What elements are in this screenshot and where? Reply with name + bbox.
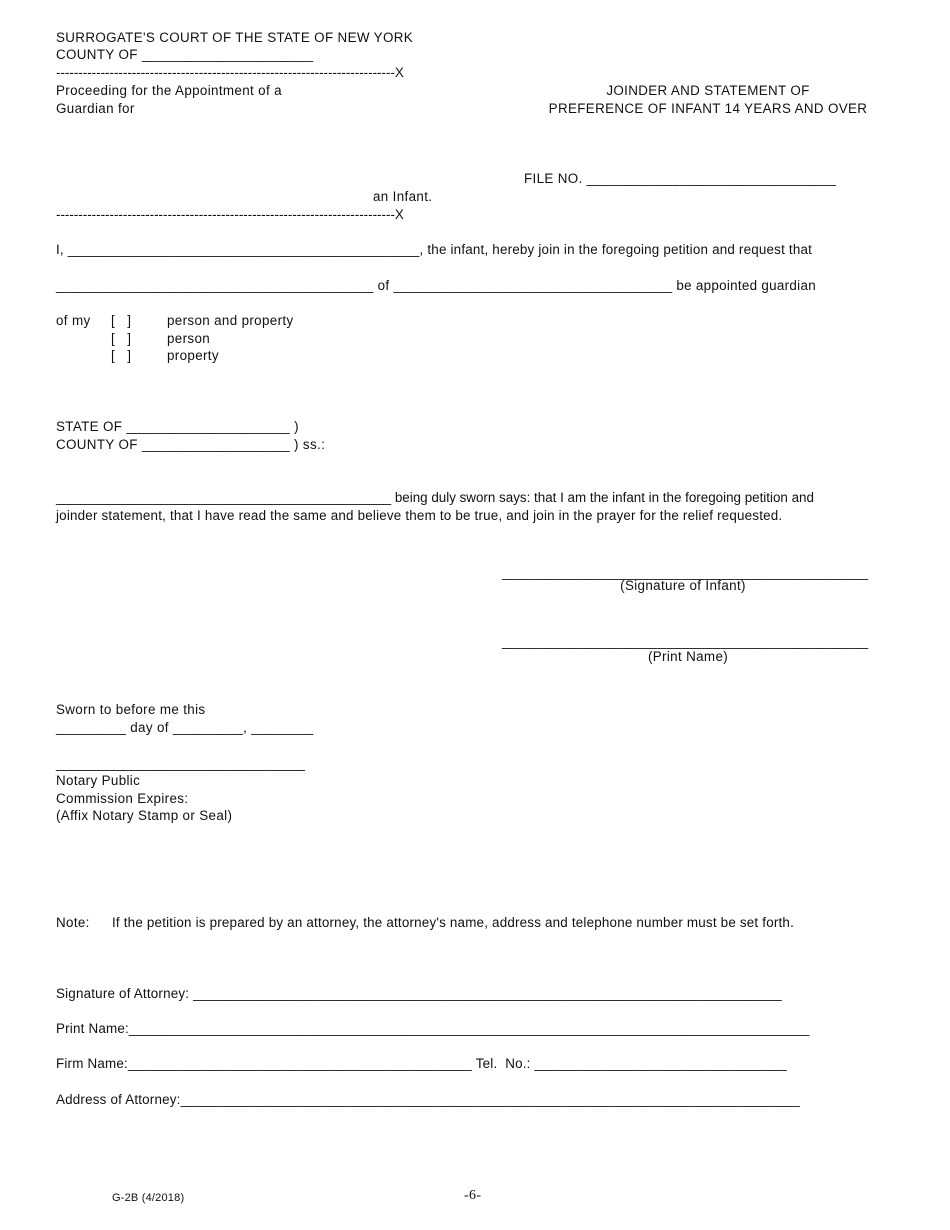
county-field[interactable]: COUNTY OF ______________________ [56, 47, 314, 62]
document-title-line2: PREFERENCE OF INFANT 14 YEARS AND OVER [548, 101, 868, 116]
checkbox-person-and-property[interactable]: [ ] [111, 313, 132, 328]
infant-label: an Infant. [373, 189, 433, 204]
oath-deponent-field[interactable]: _____________________________________________ being duly sworn says: that I am the infant in the foregoing petition and [56, 490, 814, 505]
option-label-property: property [167, 348, 219, 363]
document-title-line1: JOINDER AND STATEMENT OF [606, 83, 810, 98]
note-text: If the petition is prepared by an attorney, the attorney's name, address and telephone number must be set forth. [112, 915, 794, 930]
print-name-line[interactable]: _______________________________________________ [502, 634, 869, 649]
firm-name-tel-field[interactable]: Firm Name:_____________________________________________ Tel. No.: _________________________________ [56, 1056, 787, 1071]
attorney-signature-field[interactable]: Signature of Attorney: _____________________________________________________________________________ [56, 986, 782, 1001]
court-heading: SURROGATE'S COURT OF THE STATE OF NEW YORK [56, 30, 414, 45]
infant-name-field[interactable]: I, ______________________________________________, the infant, hereby join in the foregoing petition and request that [56, 242, 813, 257]
print-name-caption: (Print Name) [647, 649, 729, 664]
commission-expires-label: Commission Expires: [56, 791, 189, 806]
oath-text: joinder statement, that I have read the same and believe them to be true, and join in the prayer for the relief requested. [56, 508, 783, 523]
checkbox-person[interactable]: [ ] [111, 331, 132, 346]
guardian-for-label: Guardian for [56, 101, 135, 116]
proceeding-label: Proceeding for the Appointment of a [56, 83, 282, 98]
sworn-label: Sworn to before me this [56, 702, 206, 717]
of-my-label: of my [56, 313, 91, 328]
guardian-name-field[interactable]: _________________________________________ of ____________________________________ be appointed guardian [56, 278, 816, 293]
sworn-date-field[interactable]: _________ day of _________, ________ [56, 720, 314, 735]
page-number: -6- [464, 1188, 482, 1203]
checkbox-property[interactable]: [ ] [111, 348, 132, 363]
caption-divider-bottom: ----------------------------------------------------------------------------X [56, 207, 404, 222]
option-label-person-and-property: person and property [167, 313, 294, 328]
venue-county-field[interactable]: COUNTY OF ___________________ ) ss.: [56, 437, 326, 452]
infant-signature-line[interactable]: _______________________________________________ [502, 565, 869, 580]
state-field[interactable]: STATE OF _____________________ ) [56, 419, 299, 434]
caption-divider-top: ----------------------------------------------------------------------------X [56, 65, 404, 80]
attorney-address-field[interactable]: Address of Attorney:_________________________________________________________________________________ [56, 1092, 801, 1107]
infant-signature-caption: (Signature of Infant) [620, 578, 746, 593]
affix-seal-label: (Affix Notary Stamp or Seal) [56, 808, 233, 823]
notary-signature-line[interactable]: _________________________________ [56, 756, 306, 771]
file-number-field[interactable]: FILE NO. ________________________________ [524, 171, 837, 186]
note-label: Note: [56, 915, 90, 930]
attorney-print-name-field[interactable]: Print Name:_________________________________________________________________________________________ [56, 1021, 810, 1036]
form-code: G-2B (4/2018) [112, 1192, 185, 1204]
notary-public-label: Notary Public [56, 773, 141, 788]
option-label-person: person [167, 331, 211, 346]
